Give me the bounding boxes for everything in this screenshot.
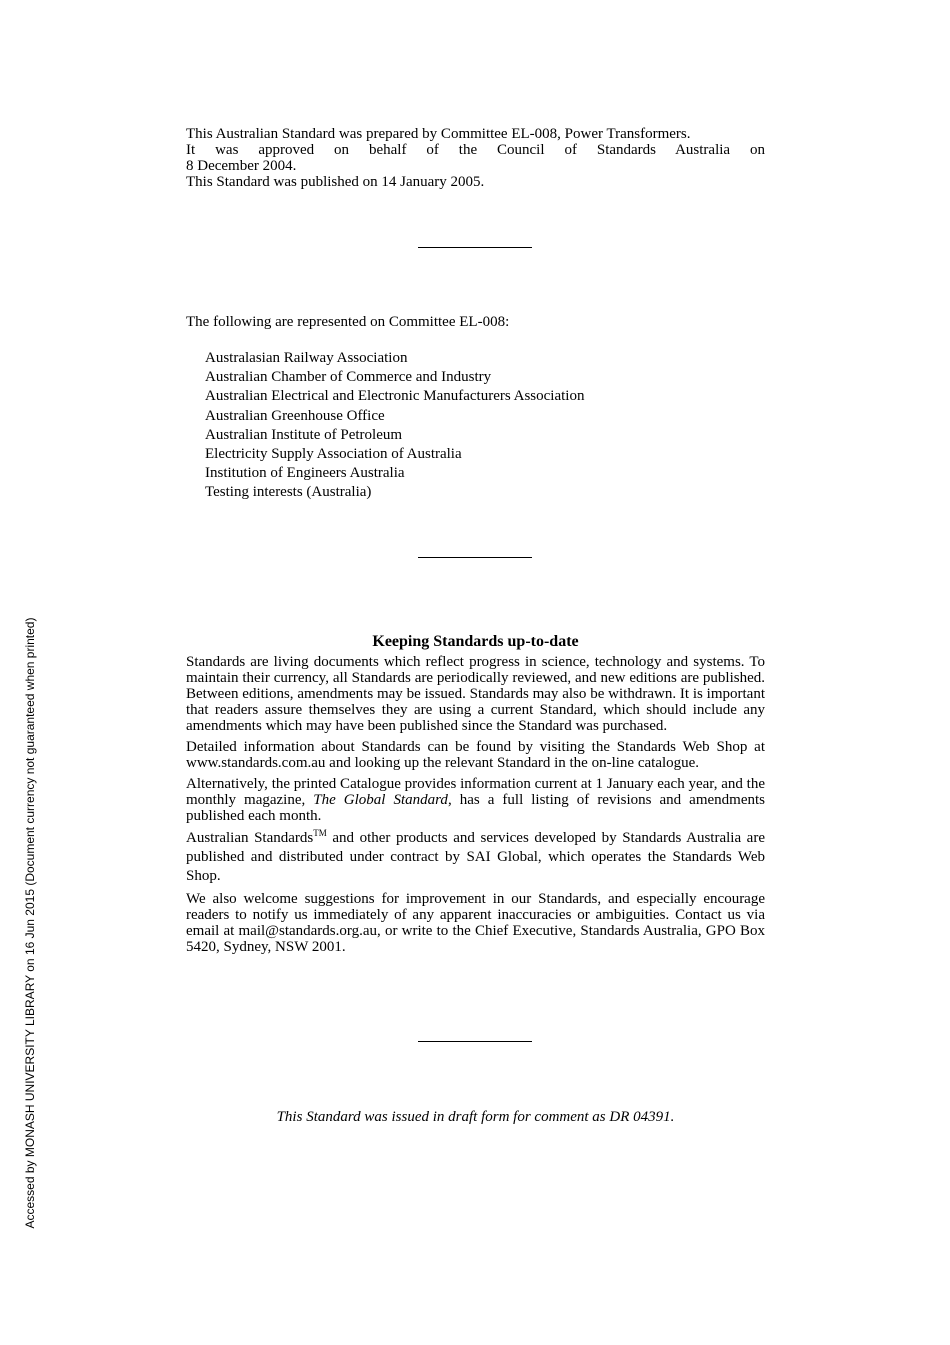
preparation-block [186, 126, 765, 190]
preparation-line-3: 8 December 2004. [186, 158, 297, 174]
committee-member: Testing interests (Australia) [205, 484, 372, 501]
preparation-line-2: It was approved on behalf of the Council of Standards Australia on [186, 142, 765, 158]
paragraph-web-shop: Detailed information about Standards can be found by visiting the Standards Web Shop at www.standards.com.au and looking up the relevant Standard in the on-line catalogue. [186, 739, 765, 771]
committee-member-list [205, 349, 584, 503]
paragraph-currency: Standards are living documents which reflect progress in science, technology and systems. To maintain their currency, all Standards are periodically reviewed, and new editions are published. Between editions, amendments may be issued. Standards may also be withdrawn. It is important that readers assure themselves they are using a current Standard, which should include any amendments which may have been published since the Standard was purchased. [186, 654, 765, 734]
section-heading: Keeping Standards up-to-date [372, 633, 579, 650]
divider-rule-2 [418, 557, 532, 558]
magazine-title: The Global Standard [313, 792, 448, 808]
committee-member: Australian Electrical and Electronic Manufacturers Association [205, 388, 585, 405]
preparation-line-1: This Australian Standard was prepared by Committee EL-008, Power Transformers. [186, 126, 691, 142]
divider-rule-3 [418, 1041, 532, 1042]
access-watermark-text: Accessed by MONASH UNIVERSITY LIBRARY on 16 Jun 2015 (Document currency not guaranteed when printed) [23, 617, 37, 1229]
committee-member: Electricity Supply Association of Australia [205, 445, 462, 462]
committee-member: Institution of Engineers Australia [205, 465, 405, 482]
paragraph-contact: We also welcome suggestions for improvement in our Standards, and especially encourage readers to notify us immediately of any apparent inaccuracies or ambiguities. Contact us via email at mail@standards.org.au, or write to the Chief Executive, Standards Australia, GPO Box 5420, Sydney, NSW 2001. [186, 891, 765, 955]
committee-member: Australasian Railway Association [205, 350, 408, 366]
catalogue-text-start: Alternatively, the printed Catalogue provides information current at 1 January each year, and the monthly magazine, [186, 776, 765, 808]
paragraph-catalogue [186, 776, 765, 824]
divider-rule-1 [418, 247, 532, 248]
sai-text-end: and other products and services developed by Standards Australia are published and distributed under contract by SAI Global, which operates the Standards Web Shop. [186, 830, 765, 884]
committee-member: Australian Chamber of Commerce and Industry [205, 369, 492, 386]
committee-member: Australian Institute of Petroleum [205, 426, 403, 443]
keeping-standards-body [186, 654, 765, 960]
trademark-mark: TM [313, 828, 327, 838]
preparation-line-4: This Standard was published on 14 January 2005. [186, 174, 485, 190]
catalogue-text-end: , has a full listing of revisions and amendments published each month. [186, 792, 765, 824]
paragraph-sai-global [186, 829, 765, 886]
sai-text-start: Australian Standards [186, 830, 314, 846]
committee-member: Australian Greenhouse Office [205, 407, 385, 424]
draft-note: This Standard was issued in draft form for comment as DR 04391. [276, 1109, 675, 1125]
committee-intro: The following are represented on Committee EL-008: [186, 314, 510, 330]
